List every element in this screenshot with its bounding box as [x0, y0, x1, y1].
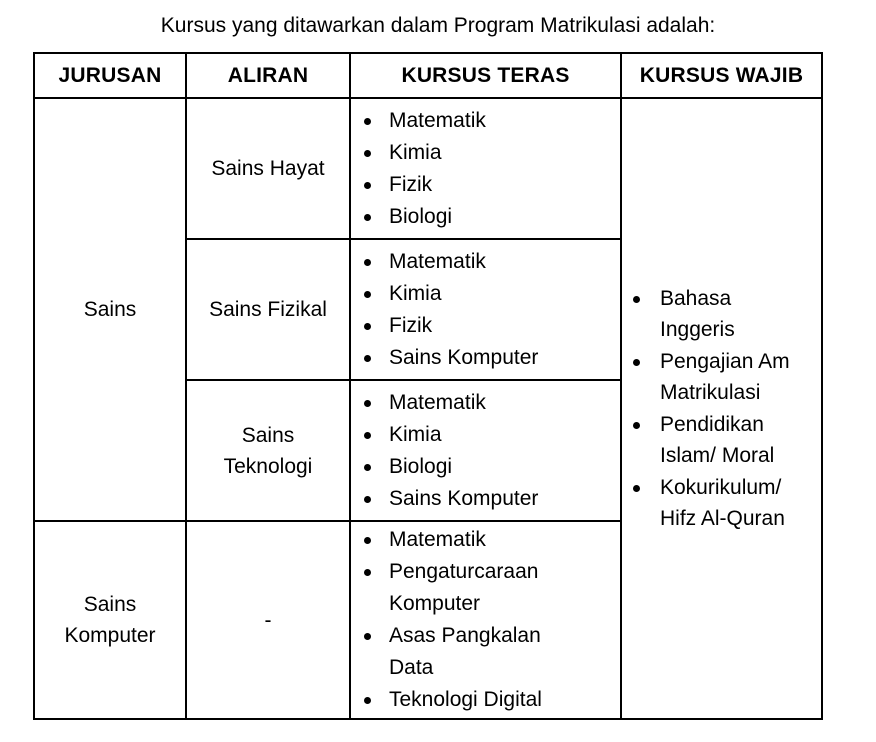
course-table: [33, 52, 823, 720]
list-item: [351, 246, 620, 278]
teras-list: [351, 522, 620, 718]
header-row: [34, 53, 822, 98]
aliran-cell: [186, 98, 350, 239]
course-name: Matematik: [389, 249, 486, 273]
list-item: [351, 169, 620, 201]
list-item: [351, 342, 620, 374]
list-item: [351, 483, 620, 515]
teras-list: [351, 103, 620, 235]
course-name-line: Islam/ Moral: [660, 444, 775, 467]
course-name: Kimia: [389, 422, 442, 446]
list-item: [351, 419, 620, 451]
jurusan-cell-sains-komputer: [34, 521, 186, 719]
jurusan-cell-sains: [34, 98, 186, 521]
course-name-line: Hifz Al-Quran: [660, 507, 785, 530]
course-name: Matematik: [389, 108, 486, 132]
list-item: [351, 451, 620, 483]
jurusan-label: Sains: [83, 298, 137, 321]
course-name-line: Data: [389, 656, 434, 679]
header-jurusan: JURUSAN: [34, 53, 186, 98]
course-name-line: Komputer: [389, 592, 481, 615]
list-item: [351, 201, 620, 233]
list-item: [351, 684, 620, 716]
aliran-label: -: [264, 608, 272, 632]
aliran-cell: [186, 239, 350, 380]
course-name: Sains Komputer: [389, 345, 539, 369]
course-name-line: Asas Pangkalan: [389, 624, 541, 647]
header-aliran: ALIRAN: [186, 53, 350, 98]
course-name-line: Matrikulasi: [660, 381, 761, 404]
teras-cell: [350, 521, 621, 719]
table-row: [34, 98, 822, 239]
course-name-line: Kokurikulum/: [660, 475, 782, 499]
course-name-line: Inggeris: [660, 318, 735, 341]
aliran-cell: [186, 521, 350, 719]
aliran-label-line: Sains: [241, 423, 295, 447]
list-item: [351, 310, 620, 342]
course-name-line: Pengaturcaraan: [389, 560, 539, 583]
list-item: [622, 346, 821, 409]
list-item: [351, 387, 620, 419]
course-name-line: Teknologi Digital: [389, 688, 542, 711]
course-name: Kimia: [389, 281, 442, 305]
course-name: Sains Komputer: [389, 486, 539, 510]
wajib-cell: [621, 98, 822, 719]
aliran-label: Sains Fizikal: [209, 298, 327, 321]
jurusan-label-line: Sains: [83, 593, 137, 616]
header-kursus-wajib: KURSUS WAJIB: [621, 53, 822, 98]
list-item: [351, 278, 620, 310]
course-name-line: Pengajian Am: [660, 349, 790, 373]
teras-cell: [350, 98, 621, 239]
teras-cell: [350, 380, 621, 521]
list-item: [351, 620, 620, 684]
course-name: Fizik: [389, 172, 433, 196]
aliran-label: Sains Hayat: [211, 157, 325, 180]
teras-cell: [350, 239, 621, 380]
list-item: [622, 409, 821, 472]
list-item: [351, 556, 620, 620]
teras-list: [351, 385, 620, 517]
aliran-label-line: Teknologi: [223, 454, 313, 478]
course-name: Kimia: [389, 140, 442, 164]
course-name: Biologi: [389, 454, 453, 478]
course-name-line: Matematik: [389, 528, 486, 551]
teras-list: [351, 244, 620, 376]
list-item: [622, 283, 821, 346]
header-kursus-teras: KURSUS TERAS: [350, 53, 621, 98]
list-item: [622, 472, 821, 535]
aliran-cell: [186, 380, 350, 521]
course-name-line: Pendidikan: [660, 412, 764, 436]
list-item: [351, 137, 620, 169]
wajib-list: [622, 281, 821, 537]
course-name: Biologi: [389, 204, 453, 228]
course-name: Fizik: [389, 313, 433, 337]
course-name: Matematik: [389, 390, 486, 414]
jurusan-label-line: Komputer: [64, 624, 156, 647]
list-item: [351, 105, 620, 137]
page-caption: Kursus yang ditawarkan dalam Program Matrikulasi adalah:: [160, 14, 716, 37]
course-name-line: Bahasa: [660, 286, 732, 310]
list-item: [351, 524, 620, 556]
